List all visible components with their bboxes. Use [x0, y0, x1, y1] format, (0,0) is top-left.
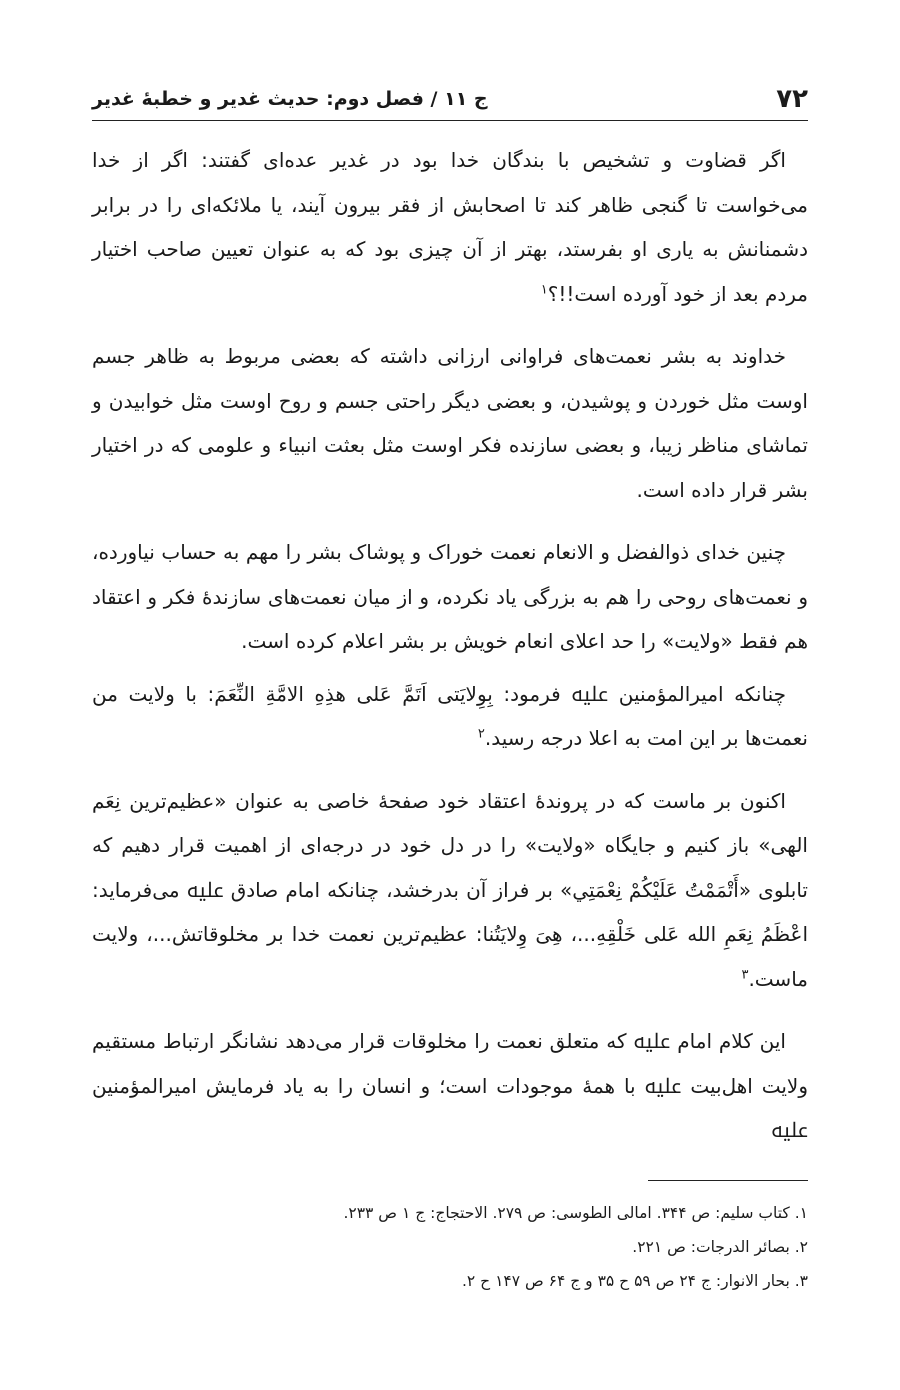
paragraph-text: اکنون بر ماست که در پروندهٔ اعتقاد خود صفحهٔ خاصی به عنوان «عظيم‌ترين نِعَم الهی» باز کنيم و جايگاه «ولايت» را در دل خود در درجه‌ای از اهميت قرار دهيم که تابلوی «أَتْمَمْتُ عَلَيْكُمْ نِعْمَتِي» بر فراز آن بدرخشد، چنانکه امام صادق ﷷ می‌فرمايد: اعْظَمُ نِعَمِ الله عَلی خَلْقِهِ...، هِیَ وِلايَتُنا: عظيم‌ترين نعمت خدا بر مخلوقاتش...، ولايت ماست. [92, 788, 808, 991]
footnote-marker: ۳ [741, 966, 749, 982]
paragraph-text: اين کلام امام ﷷ که متعلق نعمت را مخلوقات قرار می‌دهد نشانگر ارتباط مستقيم ولايت اهل‌بيت ﷷ با همهٔ موجودات است؛ و انسان را به ياد فرمايش اميرالمؤمنين ﷷ [92, 1029, 808, 1142]
body-text [92, 138, 808, 1153]
paragraph-3 [92, 530, 808, 664]
footnote-1: ۱. کتاب سليم: ص ۳۴۴. امالی الطوسی: ص ۲۷۹. الاحتجاج: ج ۱ ص ۲۳۳. [343, 1204, 808, 1222]
footnote-2: ۲. بصائر الدرجات: ص ۲۲۱. [632, 1238, 808, 1256]
paragraph-text: اگر قضاوت و تشخيص با بندگان خدا بود در غدير عده‌ای گفتند: اگر از خدا می‌خواست تا گنجی ظاهر کند تا اصحابش از فقر بيرون آيند، يا ملائکه‌ای را در برابر دشمنانش به ياری او بفرستد، بهتر از آن چيزی بود که به عنوان تعيين صاحب اختيار مردم بعد از خود آورده است!!؟ [92, 148, 808, 306]
footnote-divider [648, 1180, 808, 1181]
paragraph-5 [92, 779, 808, 1002]
paragraph-1 [92, 138, 808, 316]
paragraph-text: چنين خدای ذوالفضل و الانعام نعمت خوراک و پوشاک بشر را مهم به حساب نياورده، و نعمت‌های روحی را هم به بزرگی ياد نکرده، و از ميان نعمت‌های سازندهٔ فکر و اعتقاد هم فقط «ولايت» را حد اعلای انعام خويش بر بشر اعلام کرده است. [92, 540, 808, 653]
page-number: ۷۲ [776, 84, 808, 114]
running-title: ج ۱۱ / فصل دوم: حديث غدير و خطبهٔ غدير [92, 88, 488, 110]
footnote-3: ۳. بحار الانوار: ج ۲۴ ص ۵۹ ح ۳۵ و ج ۶۴ ص ۱۴۷ ح ۲. [461, 1272, 808, 1290]
running-header [92, 70, 808, 121]
footnote-marker: ۱ [540, 281, 548, 297]
paragraph-4 [92, 672, 808, 761]
footnote-marker: ۲ [477, 726, 485, 742]
paragraph-2 [92, 334, 808, 512]
paragraph-text: خداوند به بشر نعمت‌های فراوانی ارزانی داشته که بعضی مربوط به ظاهر جسم اوست مثل خوردن و پوشيدن، و بعضی ديگر راحتی جسم و روح اوست مثل خوابيدن و تماشای مناظر زيبا، و بعضی سازنده فکر اوست مثل بعثت انبياء و علومی که در اختيار بشر قرار داده است. [92, 344, 808, 502]
paragraph-text: چنانکه اميرالمؤمنين ﷷ فرمود: بِوِلايَتی اَتَمَّ عَلی هذِهِ الامَّةِ النِّعَمَ: با ولايت من نعمت‌ها بر اين امت به اعلا درجه رسيد. [92, 681, 808, 750]
footnotes [92, 1196, 808, 1298]
paragraph-6 [92, 1019, 808, 1153]
